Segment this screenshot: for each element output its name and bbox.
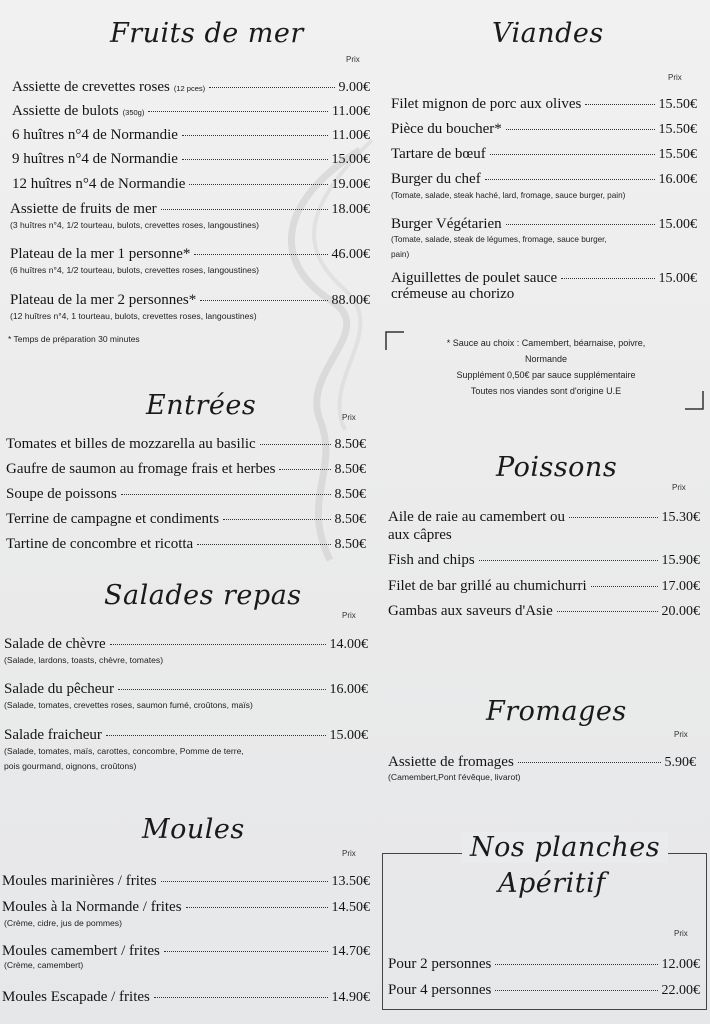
item-name: Filet de bar grillé au chumichurri	[388, 578, 587, 594]
dot-leader	[490, 154, 655, 155]
item-name: Tomates et billes de mozzarella au basilic	[6, 436, 256, 452]
item-name: Pour 2 personnes	[388, 956, 492, 972]
item-price: 15.50€	[658, 147, 697, 162]
dot-leader	[118, 689, 326, 690]
item-description: (3 huîtres n°4, 1/2 tourteau, bulots, crevettes roses, langoustines)	[10, 220, 259, 230]
item-price: 11.00€	[332, 104, 370, 119]
item-price: 15.30€	[661, 510, 700, 525]
item-name: Assiette de fruits de mer	[10, 201, 157, 217]
item-price: 11.00€	[332, 128, 370, 143]
item-name: Terrine de campagne et condiments	[6, 511, 220, 527]
item-price: 46.00€	[331, 247, 370, 262]
item-name: Pièce du boucher*	[391, 121, 502, 137]
section-title-entrees: Entrées	[146, 390, 257, 421]
item-name: Filet mignon de porc aux olives	[391, 96, 582, 112]
item-description	[391, 232, 607, 262]
section-title-fromages: Fromages	[486, 696, 627, 727]
menu-item	[388, 603, 700, 620]
menu-item	[6, 436, 366, 453]
item-name: aux câpres	[388, 527, 452, 543]
section-title-salades: Salades repas	[104, 580, 302, 611]
item-price: 8.50€	[334, 537, 366, 552]
menu-item	[6, 461, 366, 478]
dot-leader	[148, 111, 328, 112]
item-price: 16.00€	[658, 172, 697, 187]
menu-item	[10, 292, 370, 309]
item-name: Moules camembert / frites	[2, 943, 160, 959]
dot-leader	[197, 544, 330, 545]
item-price: 15.90€	[661, 553, 700, 568]
item-price: 14.70€	[331, 944, 370, 959]
item-price: 15.50€	[658, 97, 697, 112]
item-price: 9.00€	[338, 80, 370, 95]
menu-item	[388, 509, 700, 526]
dot-leader	[485, 179, 655, 180]
dot-leader	[557, 611, 658, 612]
item-price: 8.50€	[334, 462, 366, 477]
dot-leader	[223, 519, 330, 520]
dot-leader	[279, 469, 330, 470]
item-name: Aile de raie au camembert ou	[388, 509, 565, 525]
item-description: (Salade, lardons, toasts, chèvre, tomates)	[4, 655, 164, 665]
dot-leader	[260, 444, 331, 445]
item-name: Gambas aux saveurs d'Asie	[388, 603, 553, 619]
item-name: Burger Végétarien	[391, 216, 502, 232]
dot-leader	[518, 762, 661, 763]
item-name: Moules à la Normande / frites	[2, 899, 182, 915]
item-price: 15.00€	[658, 271, 697, 286]
item-price: 13.50€	[331, 874, 370, 889]
item-price: 15.00€	[329, 728, 368, 743]
item-name: Salade de chèvre	[4, 636, 106, 652]
dot-leader	[194, 254, 327, 255]
dot-leader	[591, 586, 658, 587]
item-price: 15.50€	[658, 122, 697, 137]
item-name: Burger du chef	[391, 171, 481, 187]
item-name: Gaufre de saumon au fromage frais et herbes	[6, 461, 276, 477]
item-name: 9 huîtres n°4 de Normandie	[12, 151, 178, 167]
menu-item	[10, 201, 370, 218]
item-name: Fish and chips	[388, 552, 475, 568]
dot-leader	[495, 964, 657, 965]
dot-leader	[209, 87, 334, 88]
menu-item	[388, 956, 700, 973]
dot-leader	[182, 135, 328, 136]
note-line: Supplément 0,50€ par sauce supplémentaire	[456, 370, 636, 380]
item-name: Tartare de bœuf	[391, 146, 486, 162]
menu-item	[4, 727, 368, 744]
item-description: (12 huîtres n°4, 1 tourteau, bulots, crevettes roses, langoustines)	[10, 311, 257, 321]
menu-item	[12, 151, 370, 168]
corner-bracket-top-left	[385, 331, 405, 351]
item-price: 8.50€	[334, 437, 366, 452]
menu-item	[2, 899, 370, 916]
prix-label: Prix	[342, 413, 356, 422]
item-price: 22.00€	[661, 983, 700, 998]
section-title-viandes: Viandes	[492, 18, 604, 49]
dot-leader	[164, 951, 328, 952]
item-description: (Crème, cidre, jus de pommes)	[4, 918, 122, 928]
item-description: (6 huîtres n°4, 1/2 tourteau, bulots, crevettes roses, langoustines)	[10, 265, 259, 275]
item-name: Tartine de concombre et ricotta	[6, 536, 194, 552]
section-title-aperitif: Apéritif	[498, 868, 606, 899]
item-price: 16.00€	[329, 682, 368, 697]
item-price: 14.50€	[331, 900, 370, 915]
menu-item	[388, 982, 700, 999]
item-description-line: pain)	[391, 250, 410, 259]
item-name: Assiette de bulots	[12, 103, 119, 119]
note-line: * Sauce au choix : Camembert, béarnaise, poivre,	[446, 338, 646, 348]
item-price: 18.00€	[331, 202, 370, 217]
item-name: Pour 4 personnes	[388, 982, 492, 998]
item-description-line: pois gourmand, oignons, croûtons)	[4, 761, 137, 771]
dot-leader	[495, 990, 657, 991]
item-description: (Tomate, salade, steak haché, lard, fromage, sauce burger, pain)	[391, 191, 626, 200]
item-name: Moules Escapade / frites	[2, 989, 150, 1005]
dot-leader	[561, 278, 654, 279]
item-qualifier: (12 pces)	[173, 84, 206, 93]
dot-leader	[506, 224, 655, 225]
dot-leader	[479, 560, 658, 561]
item-description: (Salade, tomates, crevettes roses, saumon fumé, croûtons, maïs)	[4, 700, 253, 710]
item-name: Plateau de la mer 2 personnes*	[10, 292, 197, 308]
dot-leader	[106, 735, 326, 736]
item-price: 15.00€	[658, 217, 697, 232]
item-name: Aiguillettes de poulet sauce	[391, 270, 558, 286]
prix-label: Prix	[668, 73, 682, 82]
dot-leader	[506, 129, 655, 130]
menu-item	[391, 96, 697, 113]
dot-leader	[182, 159, 328, 160]
dot-leader	[161, 881, 328, 882]
item-price: 14.90€	[331, 990, 370, 1005]
item-price: 12.00€	[661, 957, 700, 972]
dot-leader	[121, 494, 331, 495]
sauce-note	[408, 335, 684, 399]
section-title-poissons: Poissons	[496, 452, 618, 483]
item-name: Moules marinières / frites	[2, 873, 157, 889]
item-price: 14.00€	[329, 637, 368, 652]
footnote: * Temps de préparation 30 minutes	[8, 334, 140, 344]
item-description-line: (Tomate, salade, steak de légumes, fromage, sauce burger,	[391, 235, 607, 244]
menu-item	[388, 754, 696, 771]
note-line: Toutes nos viandes sont d'origine U.E	[470, 386, 622, 396]
dot-leader	[200, 300, 327, 301]
section-title-planches: Nos planches	[462, 832, 668, 863]
menu-item	[4, 636, 368, 653]
menu-item-line	[391, 286, 514, 303]
menu-item	[6, 486, 366, 503]
menu-item	[12, 103, 370, 120]
item-name: Salade fraicheur	[4, 727, 102, 743]
corner-bracket-bottom-right	[684, 390, 704, 410]
item-name: Plateau de la mer 1 personne*	[10, 246, 191, 262]
menu-item	[6, 511, 366, 528]
item-name: crémeuse au chorizo	[391, 286, 515, 302]
item-price: 5.90€	[664, 755, 696, 770]
menu-item	[391, 121, 697, 138]
prix-label: Prix	[342, 611, 356, 620]
item-name: 12 huîtres n°4 de Normandie	[12, 176, 186, 192]
dot-leader	[585, 104, 654, 105]
prix-label: Prix	[674, 929, 688, 938]
item-price: 8.50€	[334, 487, 366, 502]
section-title-moules: Moules	[142, 814, 245, 845]
menu-item	[388, 552, 700, 569]
item-price: 19.00€	[331, 177, 370, 192]
prix-label: Prix	[346, 55, 360, 64]
menu-item	[2, 989, 370, 1006]
dot-leader	[186, 907, 328, 908]
menu-item	[2, 873, 370, 890]
item-name: Assiette de fromages	[388, 754, 514, 770]
item-name: Salade du pêcheur	[4, 681, 114, 697]
item-name: Assiette de crevettes roses	[12, 79, 170, 95]
item-name: Soupe de poissons	[6, 486, 117, 502]
dot-leader	[154, 997, 328, 998]
menu-item	[391, 171, 697, 188]
item-description: (Camembert,Pont l'évêque, livarot)	[388, 772, 521, 782]
item-price: 88.00€	[331, 293, 370, 308]
dot-leader	[189, 184, 327, 185]
dot-leader	[110, 644, 326, 645]
menu-item	[388, 578, 700, 595]
prix-label: Prix	[342, 849, 356, 858]
item-qualifier: (350g)	[122, 108, 145, 117]
item-price: 17.00€	[661, 579, 700, 594]
item-price: 15.00€	[331, 152, 370, 167]
menu-item	[10, 246, 370, 263]
section-title-fruits-de-mer: Fruits de mer	[110, 18, 304, 49]
menu-item	[12, 176, 370, 193]
dot-leader	[161, 209, 328, 210]
item-description: (Crème, camembert)	[4, 960, 84, 970]
menu-item	[6, 536, 366, 553]
menu-item	[12, 127, 370, 144]
menu-item	[12, 79, 370, 96]
prix-label: Prix	[672, 483, 686, 492]
menu-item	[391, 270, 697, 287]
item-name: 6 huîtres n°4 de Normandie	[12, 127, 178, 143]
item-description	[4, 744, 244, 774]
menu-item	[391, 146, 697, 163]
item-description-line: (Salade, tomates, maïs, carottes, concombre, Pomme de terre,	[4, 746, 244, 756]
dot-leader	[569, 517, 658, 518]
menu-item	[391, 216, 697, 233]
prix-label: Prix	[674, 730, 688, 739]
note-line: Normande	[524, 354, 568, 364]
menu-item	[4, 681, 368, 698]
item-price: 8.50€	[334, 512, 366, 527]
menu-item-line	[388, 527, 452, 544]
item-price: 20.00€	[661, 604, 700, 619]
